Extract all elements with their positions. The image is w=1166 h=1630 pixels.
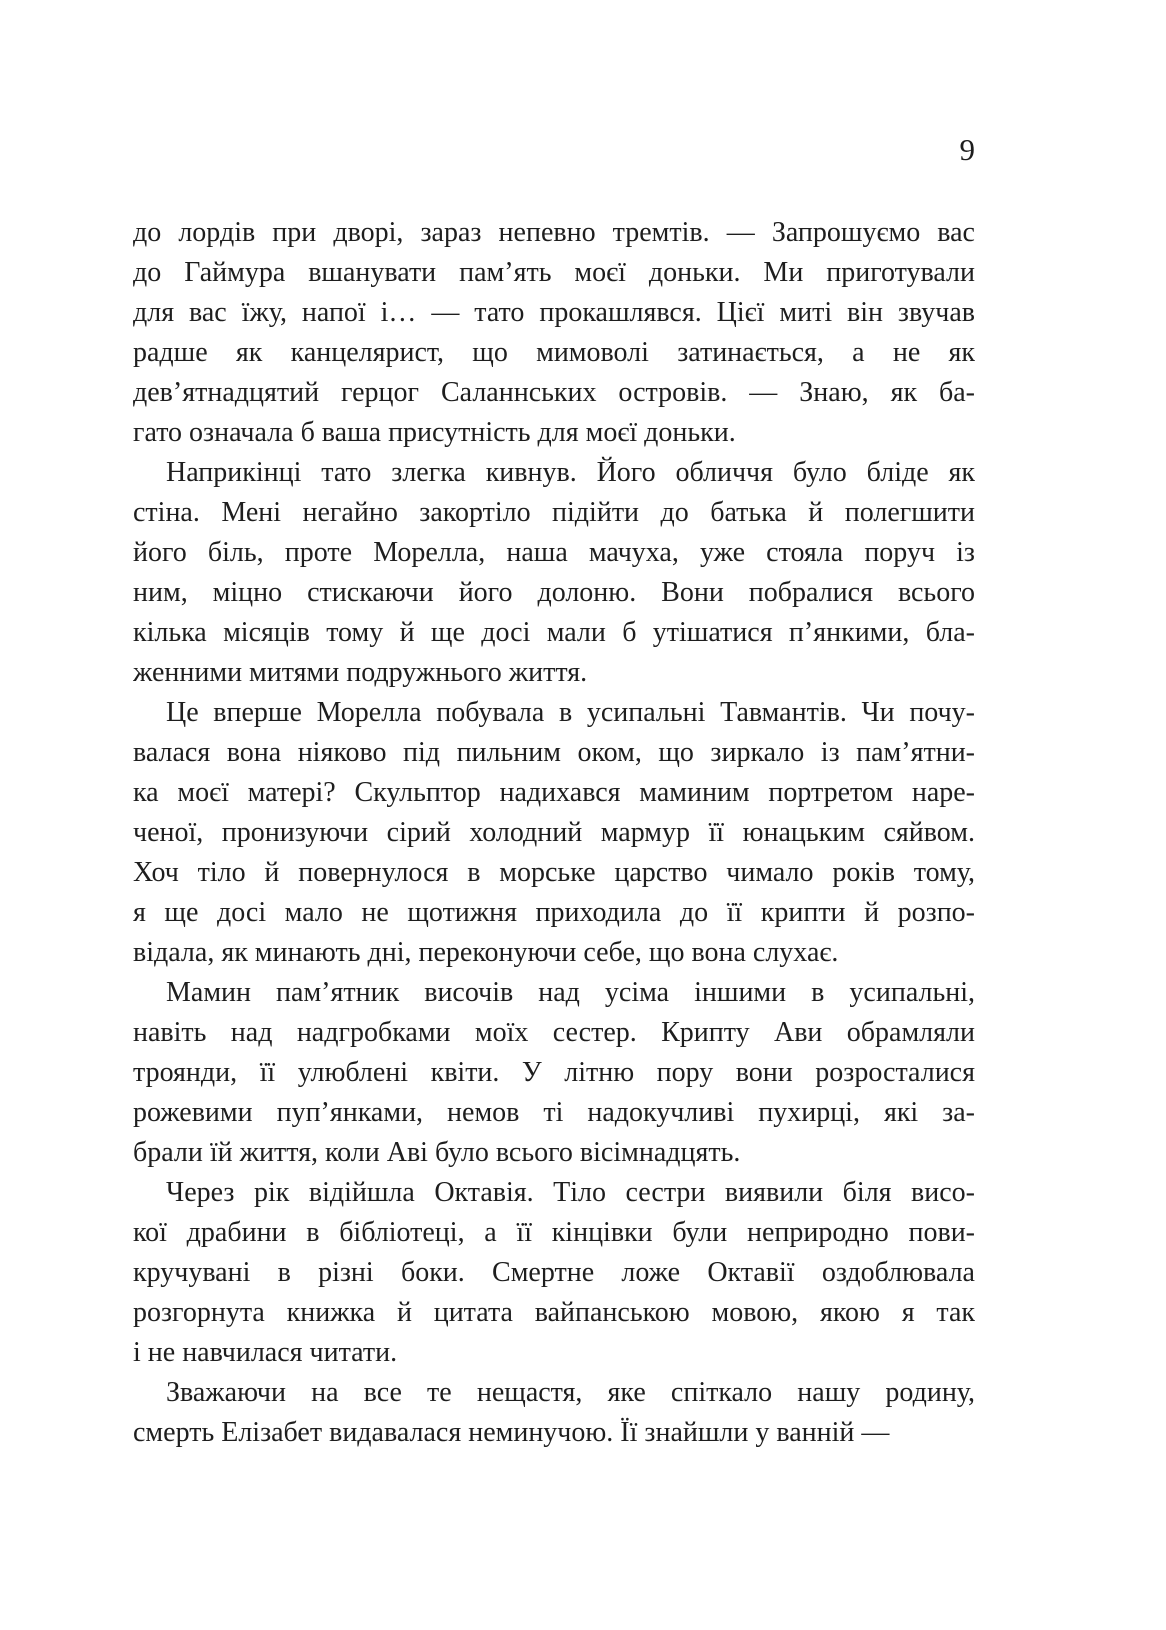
text-line: і не навчилася читати.: [133, 1337, 398, 1368]
page-number: 9: [959, 132, 975, 167]
text-line: до лордів при дворі, зараз непевно тремтів. — Запрошуємо вас: [133, 217, 975, 248]
text-line: розгорнута книжка й цитата вайпанською мовою, якою я так: [133, 1297, 975, 1328]
text-line: до Гаймура вшанувати пам’ять моєї доньки. Ми приготували: [133, 257, 975, 288]
text-line: ченої, пронизуючи сірий холодний мармур її юнацьким сяйвом.: [133, 817, 975, 848]
text-line: ним, міцно стискаючи його долоню. Вони побралися всього: [133, 577, 975, 608]
text-line: женними митями подружнього життя.: [133, 657, 588, 688]
text-line: смерть Елізабет видавалася неминучою. Її знайшли у ванній —: [133, 1417, 890, 1448]
text-line: Це вперше Морелла побувала в усипальні Тавмантів. Чи почу-: [166, 697, 975, 728]
text-line: відала, як минають дні, переконуючи себе, що вона слухає.: [133, 937, 839, 968]
text-line: для вас їжу, напої і… — тато прокашлявся. Цієї миті він звучав: [133, 297, 975, 328]
text-line: Через рік відійшла Октавія. Тіло сестри виявили біля висо-: [166, 1177, 975, 1208]
text-line: стіна. Мені негайно закортіло підійти до батька й полегшити: [133, 497, 975, 528]
text-line: кої драбини в бібліотеці, а її кінцівки були неприродно пови-: [133, 1217, 975, 1248]
text-line: кілька місяців тому й ще досі мали б утішатися п’янкими, бла-: [133, 617, 975, 648]
text-line: я ще досі мало не щотижня приходила до її крипти й розпо-: [133, 897, 975, 928]
paragraph: [133, 1173, 975, 1373]
text-line: брали їй життя, коли Аві було всього вісімнадцять.: [133, 1137, 741, 1168]
paragraph: [133, 973, 975, 1173]
text-line: Мамин пам’ятник височів над усіма іншими в усипальні,: [166, 977, 975, 1008]
text-line: валася вона ніяково під пильним оком, що зиркало із пам’ятни-: [133, 737, 975, 768]
paragraph: [133, 213, 975, 453]
paragraph: [133, 453, 975, 693]
text-line: Хоч тіло й повернулося в морське царство чимало років тому,: [133, 857, 975, 888]
text-line: Наприкінці тато злегка кивнув. Його обличчя було бліде як: [166, 457, 975, 488]
paragraph: [133, 1373, 975, 1453]
text-line: дев’ятнадцятий герцог Саланнських островів. — Знаю, як ба-: [133, 377, 975, 408]
text-line: гато означала б ваша присутність для моєї доньки.: [133, 417, 736, 448]
text-line: троянди, її улюблені квіти. У літню пору вони розросталися: [133, 1057, 975, 1088]
text-line: кручувані в різні боки. Смертне ложе Октавії оздоблювала: [133, 1257, 975, 1288]
text-line: радше як канцелярист, що мимоволі затинається, а не як: [133, 337, 975, 368]
text-line: його біль, проте Морелла, наша мачуха, уже стояла поруч із: [133, 537, 975, 568]
text-line: навіть над надгробками моїх сестер. Крипту Ави обрамляли: [133, 1017, 975, 1048]
text-block: [133, 213, 975, 1453]
text-line: рожевими пуп’янками, немов ті надокучливі пухирці, які за-: [133, 1097, 975, 1128]
paragraph: [133, 693, 975, 973]
text-line: Зважаючи на все те нещастя, яке спіткало нашу родину,: [166, 1377, 975, 1408]
text-line: ка моєї матері? Скульптор надихався маминим портретом наре-: [133, 777, 975, 808]
